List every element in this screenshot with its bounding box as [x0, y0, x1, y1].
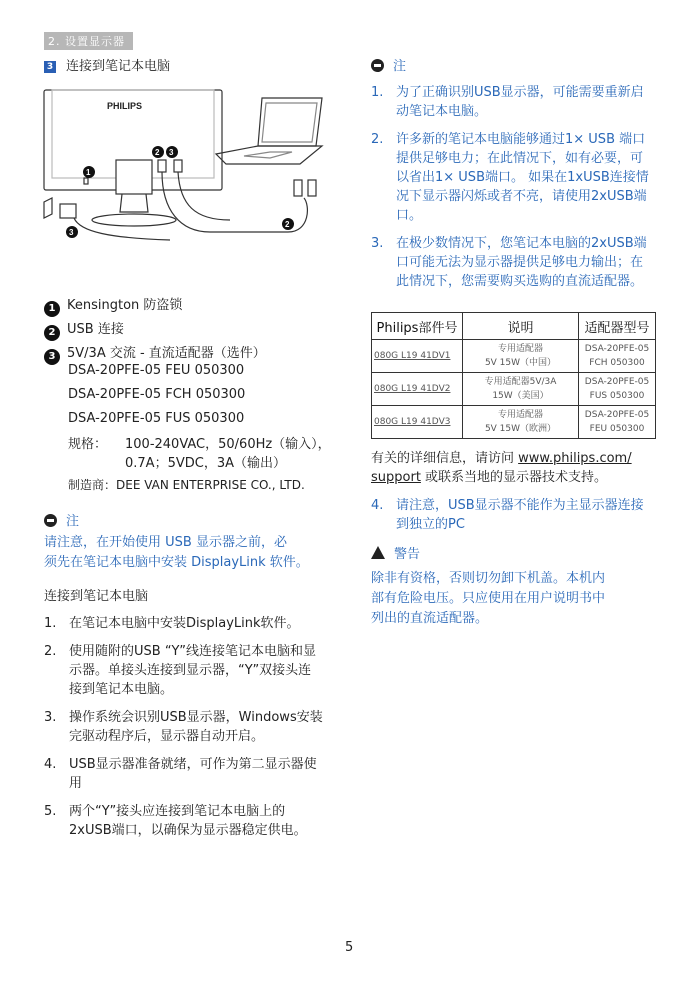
section-number: 3: [44, 61, 56, 73]
description-line: 专用适配器5V/3A: [484, 377, 557, 387]
legend-text: USB 连接: [67, 322, 124, 337]
note-icon: [44, 514, 57, 527]
spec-label: 规格：: [68, 437, 108, 452]
note-list: [371, 83, 651, 300]
callout-2-label: 2: [155, 148, 160, 157]
note-text: 在极少数情况下，您笔记本电脑的2xUSB端口可能无法为显示器提供足够电力输出；在此情况下，您需要购买选购的直流适配器。: [396, 236, 647, 289]
note-heading-right: [371, 55, 406, 74]
adapter-model-cell: [579, 340, 656, 373]
note-list-continued: [371, 496, 656, 543]
adapter-model: DSA-20PFE-05 FCH 050300: [68, 387, 246, 402]
power-adapter: [60, 204, 76, 218]
legend-number: 3: [44, 349, 60, 365]
description-line: 专用适配器: [497, 344, 543, 354]
warning-text: 除非有资格，否则切勿卸下机盖。本机内: [371, 571, 606, 586]
note-heading: [44, 510, 79, 529]
step-item: [44, 802, 324, 840]
usb-plug: [294, 180, 302, 196]
step-item: [44, 755, 324, 793]
spec-line: 0.7A；5VDC，3A（输出）: [125, 456, 286, 471]
step-text: 在笔记本电脑中安装DisplayLink软件。: [69, 616, 300, 631]
model-line: DSA-20PFE-05: [584, 377, 650, 387]
step-item: [44, 642, 324, 699]
section-title: 连接到笔记本电脑: [66, 59, 171, 74]
connection-diagram: [30, 80, 330, 250]
note-number: 2.: [371, 132, 384, 147]
model-line: DSA-20PFE-05: [584, 344, 650, 354]
legend-item-kensington: [44, 294, 182, 317]
laptop-base: [216, 146, 322, 164]
callout-3-label: 3: [169, 148, 174, 157]
legend-number: 1: [44, 301, 60, 317]
model-line: DSA-20PFE-05: [584, 410, 650, 420]
adapter-model-cell: [579, 373, 656, 406]
monitor-stand-neck: [116, 160, 152, 194]
table-row: [372, 373, 656, 406]
model-line: FCH 050300: [589, 358, 645, 368]
legend-text: 5V/3A 交流 - 直流适配器（选件）: [67, 346, 266, 361]
description: [463, 340, 579, 373]
part-number[interactable]: 080G L19 41DV2: [372, 373, 463, 406]
step-text: 两个“Y”接头应连接到笔记本电脑上的2xUSB端口，以确保为显示器稳定供电。: [69, 804, 307, 838]
warning-heading: [371, 543, 420, 562]
description: [463, 373, 579, 406]
note-item: [371, 234, 651, 291]
step-number: 1.: [44, 616, 57, 631]
support-link[interactable]: support: [371, 470, 421, 485]
support-link[interactable]: www.philips.com/: [518, 451, 632, 466]
warning-icon: [371, 546, 385, 559]
adapter-model-cell: [579, 406, 656, 439]
note-text: 须先在笔记本电脑中安装 DisplayLink 软件。: [44, 555, 309, 570]
table-row: [372, 340, 656, 373]
callout-1-label: 1: [86, 168, 91, 177]
note-item: [371, 130, 651, 225]
note-icon: [371, 59, 384, 72]
legend-item-usb: [44, 318, 124, 341]
manufacturer: 制造商：DEE VAN ENTERPRISE CO., LTD.: [68, 478, 305, 492]
table-header: 说明: [463, 313, 579, 340]
note-text: 请注意，在开始使用 USB 显示器之前，必: [44, 535, 287, 550]
table-header-row: [372, 313, 656, 340]
step-text: 操作系统会识别USB显示器，Windows安装完驱动程序后，显示器自动开启。: [69, 710, 323, 744]
more-info-text: [371, 449, 656, 487]
warning-text: 列出的直流适配器。: [371, 611, 489, 626]
section-heading: [44, 55, 170, 74]
table-header: Philips部件号: [372, 313, 463, 340]
chapter-tab: 2. 设置显示器: [44, 32, 133, 50]
note-number: 3.: [371, 236, 384, 251]
step-number: 4.: [44, 757, 57, 772]
table-row: [372, 406, 656, 439]
description-line: 15W（美国）: [492, 391, 549, 401]
adapter-table: [371, 312, 656, 439]
page-number: 5: [345, 940, 354, 955]
legend-text: Kensington 防盗锁: [67, 298, 183, 313]
brand-logo: PHILIPS: [107, 101, 143, 111]
note-number: 4.: [371, 498, 384, 513]
adapter-model: DSA-20PFE-05 FEU 050300: [68, 363, 245, 378]
warning-text: 部有危险电压。只应使用在用户说明书中: [371, 591, 606, 606]
description-line: 5V 15W（中国）: [484, 358, 557, 368]
subsection-title: 连接到笔记本电脑: [44, 589, 149, 604]
note-text: 许多新的笔记本电脑能够通过1× USB 端口提供足够电力；在此情况下，如有必要，可以省出1× USB端口。 如果在1xUSB连接情况下显示器闪烁或者不亮，请使用2xUSB端口。: [396, 132, 649, 223]
adapter-model: DSA-20PFE-05 FUS 050300: [68, 411, 245, 426]
part-number[interactable]: 080G L19 41DV1: [372, 340, 463, 373]
table-header: 适配器型号: [579, 313, 656, 340]
step-number: 3.: [44, 710, 57, 725]
note-item: [371, 496, 656, 534]
step-number: 2.: [44, 644, 57, 659]
description-line: 专用适配器: [497, 410, 543, 420]
monitor-stand: [120, 194, 148, 212]
callout-2-cable-label: 2: [285, 220, 290, 229]
spec-line: 100-240VAC，50/60Hz（输入），: [125, 437, 331, 452]
part-number[interactable]: 080G L19 41DV3: [372, 406, 463, 439]
model-line: FUS 050300: [589, 391, 645, 401]
note-number: 1.: [371, 85, 384, 100]
more-info-suffix: 或联系当地的显示器技术支持。: [420, 470, 608, 485]
more-info-prefix: 有关的详细信息，请访问: [371, 451, 519, 466]
warning-heading-text: 警告: [394, 547, 421, 562]
legend-item-adapter: [44, 342, 266, 365]
connection-steps: [44, 614, 324, 849]
note-heading-text: 注: [393, 59, 407, 74]
note-heading-text: 注: [66, 514, 80, 529]
note-text: 为了正确识别USB显示器，可能需要重新启动笔记本电脑。: [396, 85, 644, 119]
note-text: 请注意，USB显示器不能作为主显示器连接到独立的PC: [396, 498, 644, 532]
description-line: 5V 15W（欧洲）: [484, 424, 557, 434]
step-number: 5.: [44, 804, 57, 819]
monitor-base: [92, 214, 176, 226]
step-item: [44, 614, 324, 633]
description: [463, 406, 579, 439]
legend-number: 2: [44, 325, 60, 341]
step-item: [44, 708, 324, 746]
step-text: 使用随附的USB “Y”线连接笔记本电脑和显示器。单接头连接到显示器，“Y”双接头连接到笔记本电脑。: [69, 644, 317, 697]
note-item: [371, 83, 651, 121]
step-text: USB显示器准备就绪，可作为第二显示器使用: [69, 757, 317, 791]
model-line: FEU 050300: [589, 424, 645, 434]
callout-3-adapter-label: 3: [69, 228, 74, 237]
